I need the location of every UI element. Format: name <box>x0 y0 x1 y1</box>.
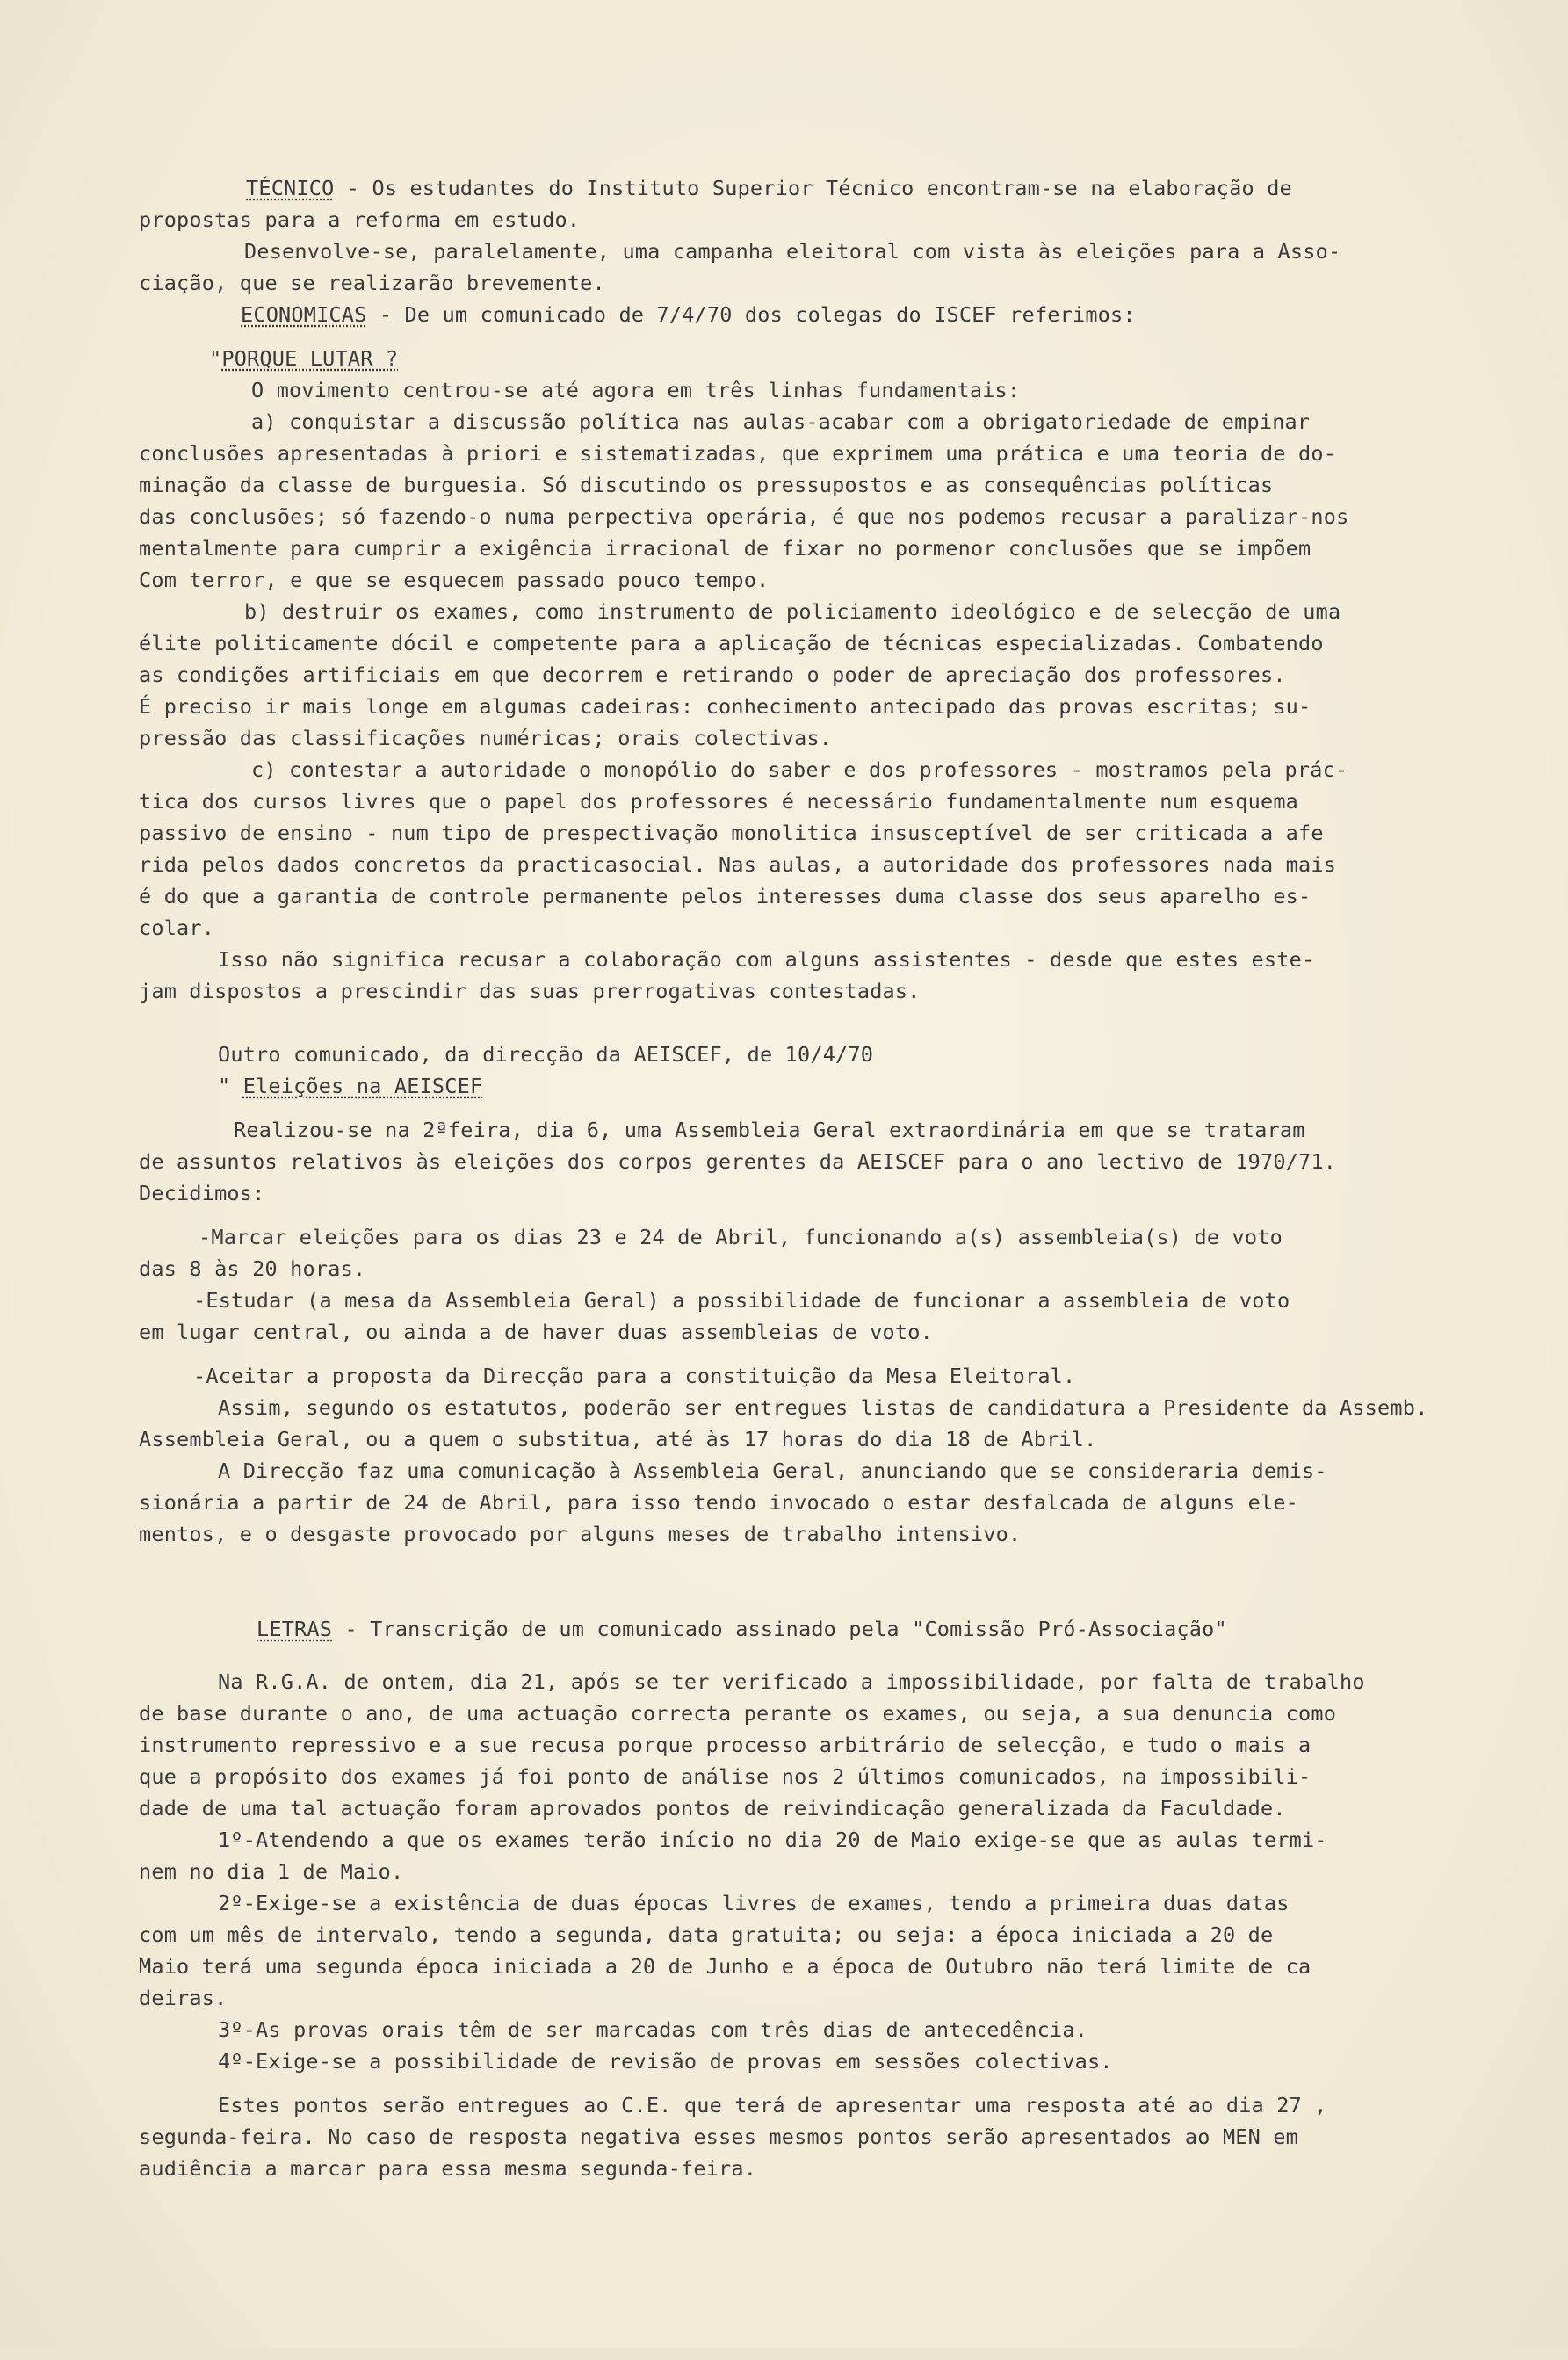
text-line: mentalmente para cumprir a exigência irracional de fixar no pormenor conclusões que se impõem <box>139 536 1311 561</box>
text-line: é do que a garantia de controle permanente pelos interesses duma classe dos seus aparelho es- <box>139 884 1311 909</box>
text-line: b) destruir os exames, como instrumento de policiamento ideológico e de selecção de uma <box>244 599 1341 624</box>
text-line: -Aceitar a proposta da Direcção para a constituição da Mesa Eleitoral. <box>193 1364 1076 1388</box>
text-line: -Marcar eleições para os dias 23 e 24 de Abril, funcionando a(s) assembleia(s) de voto <box>199 1225 1283 1249</box>
quote-title: PORQUE LUTAR ? <box>221 346 399 371</box>
text-line: de assuntos relativos às eleições dos corpos gerentes da AEISCEF para o ano lectivo de 1970/71. <box>139 1149 1337 1174</box>
text-line: jam dispostos a prescindir das suas prerrogativas contestadas. <box>139 979 921 1003</box>
text-line: -Estudar (a mesa da Assembleia Geral) a possibilidade de funcionar a assembleia de voto <box>193 1288 1290 1313</box>
spacer <box>130 1550 1500 1613</box>
document-body <box>130 172 1500 2184</box>
text-line: Com terror, e que se esquecem passado pouco tempo. <box>139 568 770 592</box>
text-line: ECONOMICAS - De um comunicado de 7/4/70 dos colegas do ISCEF referimos: <box>241 302 1136 327</box>
text-line: 1º-Atendendo a que os exames terão início no dia 20 de Maio exige-se que as aulas termi- <box>218 1828 1327 1852</box>
text-line: 2º-Exige-se a existência de duas épocas livres de exames, tendo a primeira duas datas <box>218 1891 1290 1915</box>
section-economicas <box>130 299 1500 1007</box>
section-heading-letras: LETRAS <box>257 1617 333 1641</box>
text-line: O movimento centrou-se até agora em três linhas fundamentais: <box>251 378 1021 402</box>
text-line: em lugar central, ou ainda a de haver duas assembleias de voto. <box>139 1320 933 1344</box>
text-line: Maio terá uma segunda época iniciada a 20 de Junho e a época de Outubro não terá limite de ca <box>139 1954 1311 1979</box>
section-heading-tecnico: TÉCNICO <box>246 176 335 200</box>
text-line: de base durante o ano, de uma actuação correcta perante os exames, ou seja, a sua denuncia como <box>139 1701 1337 1726</box>
text-line: 4º-Exige-se a possibilidade de revisão de provas em sessões colectivas. <box>218 2049 1113 2074</box>
page-edge <box>0 2348 1568 2360</box>
text-line: 3º-As provas orais têm de ser marcadas com três dias de antecedência. <box>218 2017 1088 2042</box>
section-heading-economicas: ECONOMICAS <box>241 302 367 327</box>
text-line: rida pelos dados concretos da practicasocial. Nas aulas, a autoridade dos professores nada mais <box>139 852 1337 877</box>
text-line: sionária a partir de 24 de Abril, para isso tendo invocado o estar desfalcada de alguns ele- <box>139 1490 1299 1515</box>
section-heading-eleicoes: Eleições na AEISCEF <box>242 1074 483 1098</box>
text-line: instrumento repressivo e a sue recusa porque processo arbitrário de selecção, e tudo o mais a <box>139 1733 1311 1757</box>
text-line: minação da classe de burguesia. Só discutindo os pressupostos e as consequências políticas <box>139 473 1274 497</box>
text-line: pressão das classificações numéricas; orais colectivas. <box>139 726 833 750</box>
text-line: " Eleições na AEISCEF <box>218 1074 483 1098</box>
text-line: Assim, segundo os estatutos, poderão ser entregues listas de candidatura a Presidente da Assemb. <box>218 1395 1428 1420</box>
text-line: Na R.G.A. de ontem, dia 21, após se ter verificado a impossibilidade, por falta de trabalho <box>218 1669 1365 1694</box>
text-line: Desenvolve-se, paralelamente, uma campanha eleitoral com vista às eleições para a Asso- <box>244 239 1341 264</box>
text-line: Assembleia Geral, ou a quem o substitua, até às 17 horas do dia 18 de Abril. <box>139 1427 1097 1451</box>
text-line: deiras. <box>139 1986 228 2010</box>
text-line: c) contestar a autoridade o monopólio do saber e dos professores - mostramos pela prác- <box>251 757 1348 782</box>
text-line: Outro comunicado, da direcção da AEISCEF, de 10/4/70 <box>218 1042 874 1067</box>
text-line: nem no dia 1 de Maio. <box>139 1859 404 1884</box>
text-line: a) conquistar a discussão política nas aulas-acabar com a obrigatoriedade de empinar <box>251 409 1311 434</box>
section-tecnico <box>130 172 1500 299</box>
text-line: Isso não significa recusar a colaboração com alguns assistentes - desde que estes este- <box>218 947 1315 972</box>
text-line: propostas para a reforma em estudo. <box>139 207 581 232</box>
text-line: segunda-feira. No caso de resposta negativa esses mesmos pontos serão apresentados ao MEN em <box>139 2125 1299 2149</box>
section-aeiscef <box>130 1039 1500 1550</box>
text-line: Realizou-se na 2ªfeira, dia 6, uma Assembleia Geral extraordinária em que se trataram <box>234 1118 1305 1142</box>
text-line: élite politicamente dócil e competente para a aplicação de técnicas especializadas. Combatendo <box>139 631 1324 655</box>
text-line: É preciso ir mais longe em algumas cadeiras: conhecimento antecipado das provas escritas; su- <box>139 694 1311 719</box>
text-line: das conclusões; só fazendo-o numa perpectiva operária, é que nos podemos recusar a paralizar-nos <box>139 504 1349 529</box>
section-letras <box>130 1613 1500 2184</box>
text-line: LETRAS - Transcrição de um comunicado assinado pela "Comissão Pró-Associação" <box>257 1617 1227 1641</box>
text-line: Decidimos: <box>139 1181 265 1205</box>
text-line: A Direcção faz uma comunicação à Assembleia Geral, anunciando que se consideraria demis- <box>218 1459 1327 1483</box>
text-line: tica dos cursos livres que o papel dos professores é necessário fundamentalmente num esquema <box>139 789 1299 814</box>
text-line: mentos, e o desgaste provocado por alguns meses de trabalho intensivo. <box>139 1522 1022 1546</box>
text-line: que a propósito dos exames já foi ponto de análise nos 2 últimos comunicados, na impossibili- <box>139 1764 1311 1789</box>
spacer <box>130 1007 1500 1039</box>
text-line: TÉCNICO - Os estudantes do Instituto Superior Técnico encontram-se na elaboração de <box>246 176 1292 200</box>
text-line: com um mês de intervalo, tendo a segunda, data gratuita; ou seja: a época iniciada a 20 de <box>139 1922 1274 1947</box>
text-line: dade de uma tal actuação foram aprovados pontos de reivindicação generalizada da Faculdade. <box>139 1796 1286 1821</box>
text-line: Estes pontos serão entregues ao C.E. que terá de apresentar uma resposta até ao dia 27 , <box>218 2093 1327 2117</box>
text-line: ciação, que se realizarão brevemente. <box>139 271 605 295</box>
text-line: audiência a marcar para essa mesma segunda-feira. <box>139 2156 757 2181</box>
text-line: "PORQUE LUTAR ? <box>209 346 399 371</box>
text-line: das 8 às 20 horas. <box>139 1256 366 1281</box>
text-line: as condições artificiais em que decorrem e retirando o poder de apreciação dos professores. <box>139 662 1286 687</box>
text-line: colar. <box>139 916 215 940</box>
text-line: conclusões apresentadas à priori e sistematizadas, que exprimem uma prática e uma teoria de do- <box>139 441 1337 466</box>
text-line: passivo de ensino - num tipo de prespectivação monolitica insusceptível de ser criticada a afe <box>139 821 1324 845</box>
